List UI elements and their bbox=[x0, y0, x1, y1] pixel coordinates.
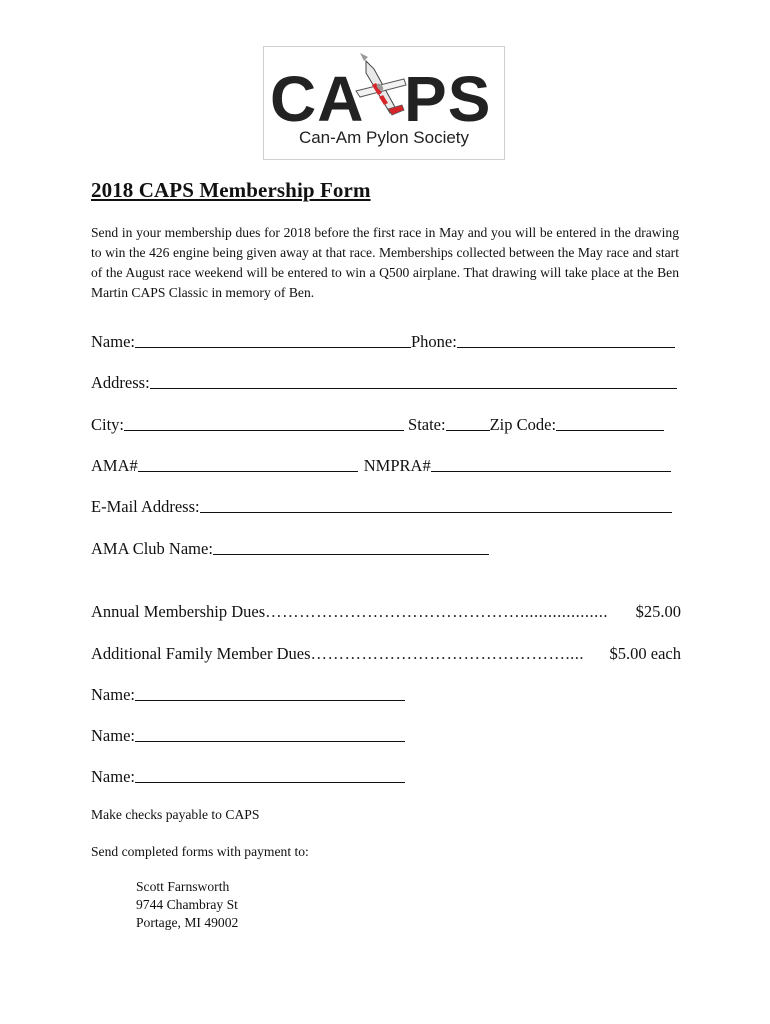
mailing-city-state-zip: Portage, MI 49002 bbox=[136, 915, 239, 930]
logo-letters-ps: PS bbox=[404, 63, 492, 135]
name-input-line[interactable] bbox=[135, 333, 411, 348]
nmpra-input-line[interactable] bbox=[431, 457, 671, 472]
family-dues-amount: $5.00 each bbox=[609, 644, 681, 663]
checks-payable-text: Make checks payable to CAPS bbox=[91, 807, 260, 822]
family-name-input-line[interactable] bbox=[135, 727, 405, 742]
annual-dues-label: Annual Membership Dues bbox=[91, 602, 266, 621]
email-label: E-Mail Address: bbox=[91, 497, 200, 516]
city-state-zip-row bbox=[91, 415, 681, 435]
family-name-label: Name: bbox=[91, 726, 135, 745]
name-label: Name: bbox=[91, 332, 135, 351]
zip-label: Zip Code: bbox=[489, 415, 557, 434]
family-name-label: Name: bbox=[91, 767, 135, 786]
name-phone-row bbox=[91, 332, 681, 352]
send-to-text: Send completed forms with payment to: bbox=[91, 844, 309, 859]
caps-logo bbox=[263, 46, 505, 160]
family-name-input-line[interactable] bbox=[135, 768, 405, 783]
address-label: Address: bbox=[91, 373, 150, 392]
ama-club-label: AMA Club Name: bbox=[91, 539, 213, 558]
family-name-row bbox=[91, 726, 681, 746]
mailing-address bbox=[136, 878, 238, 932]
phone-label: Phone: bbox=[410, 332, 457, 351]
intro-paragraph: Send in your membership dues for 2018 before the first race in May and you will be entered in the drawing to win the 426 engine being given away at that race. Memberships collected between the May race and start of the August race weekend will be entered to win a Q500 airplane. That drawing will take place at the Ben Martin CAPS Classic in memory of Ben. bbox=[91, 225, 679, 300]
family-name-row bbox=[91, 767, 681, 787]
annual-dues-amount: $25.00 bbox=[635, 602, 681, 621]
logo-subtitle: Can-Am Pylon Society bbox=[298, 128, 470, 147]
mailing-name: Scott Farnsworth bbox=[136, 879, 230, 894]
address-row bbox=[91, 373, 681, 393]
state-label: State: bbox=[408, 415, 446, 434]
family-name-row bbox=[91, 685, 681, 705]
ama-club-row bbox=[91, 539, 681, 559]
ama-club-input-line[interactable] bbox=[213, 540, 489, 555]
family-name-input-line[interactable] bbox=[135, 686, 405, 701]
form-title: 2018 CAPS Membership Form bbox=[91, 178, 371, 202]
email-input-line[interactable] bbox=[200, 498, 672, 513]
city-label: City: bbox=[91, 415, 125, 434]
phone-input-line[interactable] bbox=[457, 333, 675, 348]
family-name-label: Name: bbox=[91, 685, 135, 704]
nmpra-label: NMPRA# bbox=[363, 456, 431, 475]
annual-dues-row bbox=[91, 602, 681, 622]
ama-label: AMA# bbox=[91, 456, 138, 475]
state-input-line[interactable] bbox=[446, 416, 490, 431]
ama-input-line[interactable] bbox=[138, 457, 358, 472]
logo-letters-ca: CA bbox=[270, 63, 365, 135]
address-input-line[interactable] bbox=[150, 374, 677, 389]
annual-dues-leader: ………………………………………................... bbox=[265, 602, 609, 621]
family-dues-label: Additional Family Member Dues bbox=[91, 644, 311, 663]
zip-input-line[interactable] bbox=[556, 416, 664, 431]
family-dues-row bbox=[91, 644, 681, 664]
city-input-line[interactable] bbox=[124, 416, 404, 431]
mailing-street: 9744 Chambray St bbox=[136, 897, 238, 912]
caps-logo-graphic bbox=[264, 47, 504, 159]
email-row bbox=[91, 497, 681, 517]
family-dues-leader: ……………………………………….... bbox=[310, 644, 585, 663]
ama-nmpra-row bbox=[91, 456, 681, 476]
